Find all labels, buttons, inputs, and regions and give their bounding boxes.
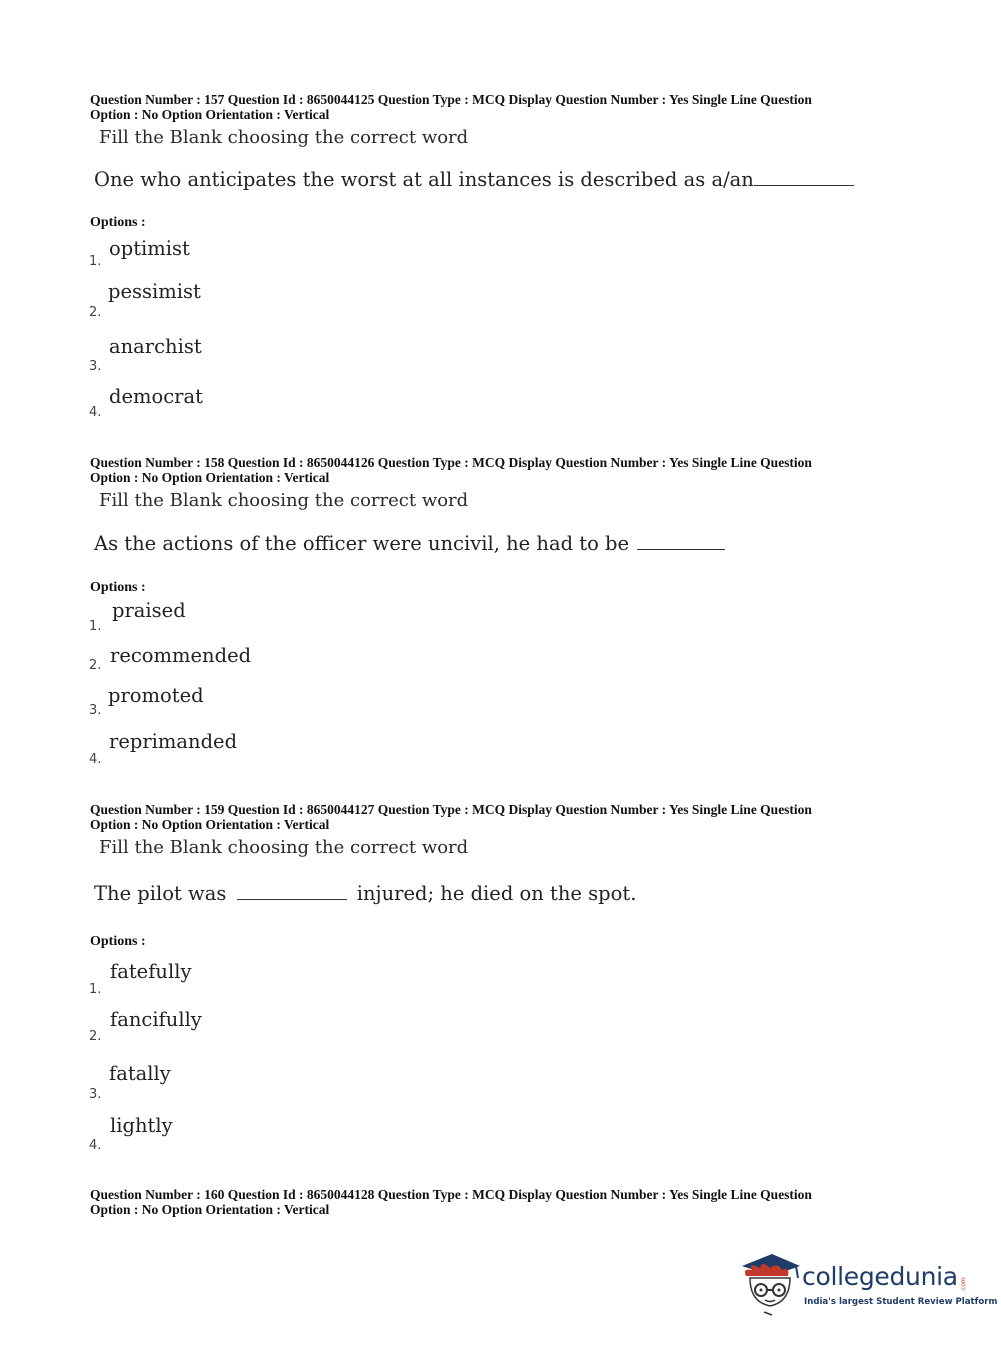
meta-line-1: Question Number : 159 Question Id : 8650044127 Question Type : MCQ Display Question Number : Yes Single Line Question: [90, 802, 812, 817]
answer-blank: [754, 184, 854, 186]
option-text[interactable]: fancifully: [110, 1008, 202, 1031]
logo-wordmark: collegedunia: [802, 1262, 958, 1291]
question-157-meta: [90, 92, 812, 122]
options-label: Options :: [90, 215, 146, 230]
option-text[interactable]: reprimanded: [109, 730, 238, 753]
option-text[interactable]: fatally: [109, 1062, 171, 1085]
stem-text: As the actions of the officer were uncivil, he had to be: [94, 532, 630, 555]
option-text[interactable]: fatefully: [110, 960, 192, 983]
stem-text-before: The pilot was: [94, 882, 227, 905]
option-text[interactable]: democrat: [109, 385, 203, 408]
option-number: 4.: [89, 752, 102, 767]
option-number: 3.: [89, 703, 102, 718]
option-number: 4.: [89, 1138, 102, 1153]
option-number: 1.: [89, 619, 102, 634]
option-number: 2.: [89, 658, 102, 673]
option-text[interactable]: pessimist: [108, 280, 201, 303]
question-158-instruction: Fill the Blank choosing the correct word: [99, 490, 469, 511]
meta-line-1: Question Number : 158 Question Id : 8650044126 Question Type : MCQ Display Question Number : Yes Single Line Question: [90, 455, 812, 470]
question-159-stem: [94, 882, 636, 905]
option-number: 3.: [89, 1087, 102, 1102]
options-label: Options :: [90, 934, 146, 949]
option-number: 3.: [89, 359, 102, 374]
option-text[interactable]: lightly: [110, 1114, 173, 1137]
question-159-meta: [90, 802, 812, 832]
option-number: 1.: [89, 254, 102, 269]
question-157-stem: [94, 168, 854, 191]
meta-line-1: Question Number : 160 Question Id : 8650044128 Question Type : MCQ Display Question Number : Yes Single Line Question: [90, 1187, 812, 1202]
option-number: 4.: [89, 405, 102, 420]
question-160-meta: [90, 1187, 812, 1217]
stem-text-after: injured; he died on the spot.: [356, 882, 637, 905]
option-number: 2.: [89, 305, 102, 320]
meta-line-2: Option : No Option Orientation : Vertical: [90, 817, 330, 832]
options-label: Options :: [90, 580, 146, 595]
option-number: 1.: [89, 982, 102, 997]
question-157-instruction: Fill the Blank choosing the correct word: [99, 127, 469, 148]
logo-com-suffix: .com: [960, 1277, 967, 1292]
meta-line-1: Question Number : 157 Question Id : 8650044125 Question Type : MCQ Display Question Number : Yes Single Line Question: [90, 92, 812, 107]
question-158-meta: [90, 455, 812, 485]
option-text[interactable]: anarchist: [109, 335, 202, 358]
option-number: 2.: [89, 1029, 102, 1044]
answer-blank: [637, 548, 725, 550]
option-text[interactable]: promoted: [108, 684, 204, 707]
mascot-icon: [738, 1248, 802, 1316]
option-text[interactable]: recommended: [110, 644, 252, 667]
logo-tagline: India's largest Student Review Platform: [804, 1297, 998, 1307]
meta-line-2: Option : No Option Orientation : Vertical: [90, 1202, 330, 1217]
question-158-stem: [94, 532, 725, 555]
meta-line-2: Option : No Option Orientation : Vertical: [90, 107, 330, 122]
question-159-instruction: Fill the Blank choosing the correct word: [99, 837, 469, 858]
option-text[interactable]: praised: [112, 599, 186, 622]
collegedunia-logo[interactable]: [738, 1248, 998, 1316]
option-text[interactable]: optimist: [109, 237, 190, 260]
answer-blank: [237, 898, 347, 900]
meta-line-2: Option : No Option Orientation : Vertical: [90, 470, 330, 485]
stem-text: One who anticipates the worst at all instances is described as a/an: [94, 168, 754, 191]
